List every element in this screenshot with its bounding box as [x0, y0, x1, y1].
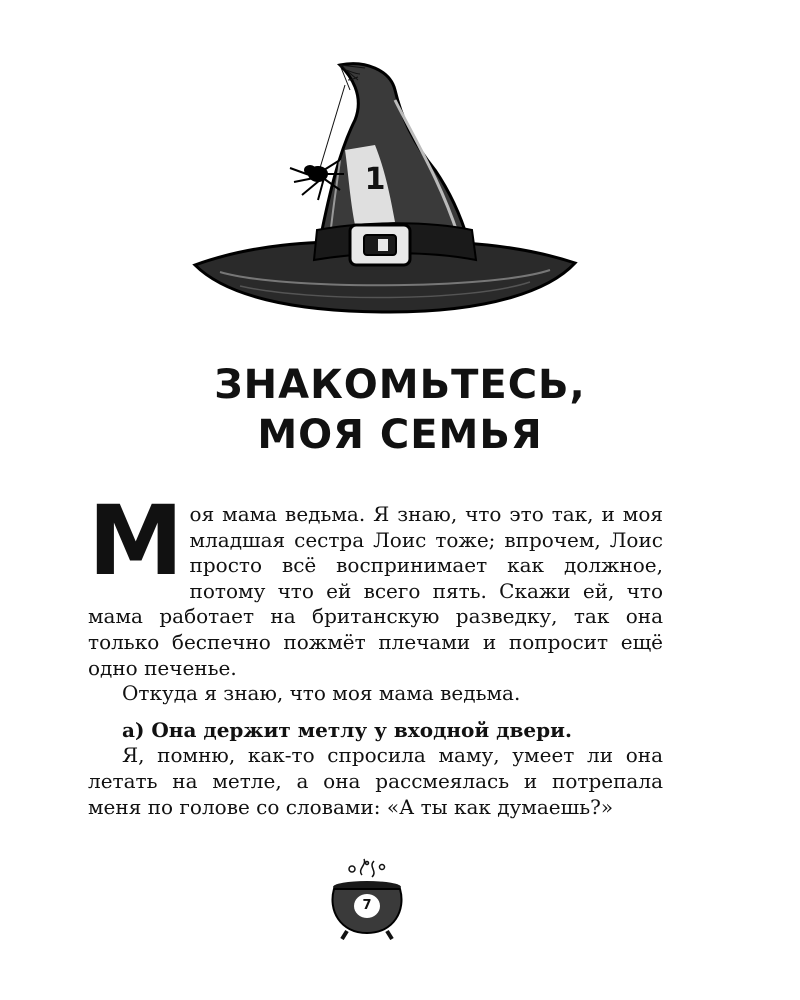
paragraph-1: оя мама ведьма. Я знаю, что это так, и моя младшая сестра Лоис тоже; впрочем, Лоис просто всё воспринимает как должное, потому что ей всего пять. Скажи ей, что мама работает на британскую разведку, так она только беспечно пожмёт плечами и попросит ещё одно печенье. [88, 502, 663, 680]
chapter-number: 1 [364, 162, 386, 197]
drop-cap: М [88, 485, 184, 597]
paragraph-2: Откуда я знаю, что моя мама ведьма. [122, 681, 521, 706]
list-item-a: а) Она держит метлу у входной двери. [122, 717, 572, 742]
chapter-title [0, 360, 800, 460]
chapter-title-line-1: ЗНАКОМЬТЕСЬ, [214, 362, 586, 408]
chapter-title-line-2: МОЯ СЕМЬЯ [257, 412, 543, 458]
chapter-body [88, 485, 663, 820]
paragraph-3: Я, помню, как-то спросила маму, умеет ли она летать на метле, а она рассмеялась и потрепала меня по голове со словами: «А ты как думаешь?» [88, 743, 663, 819]
hat-cone [320, 64, 468, 240]
page-number: 7 [362, 898, 372, 913]
